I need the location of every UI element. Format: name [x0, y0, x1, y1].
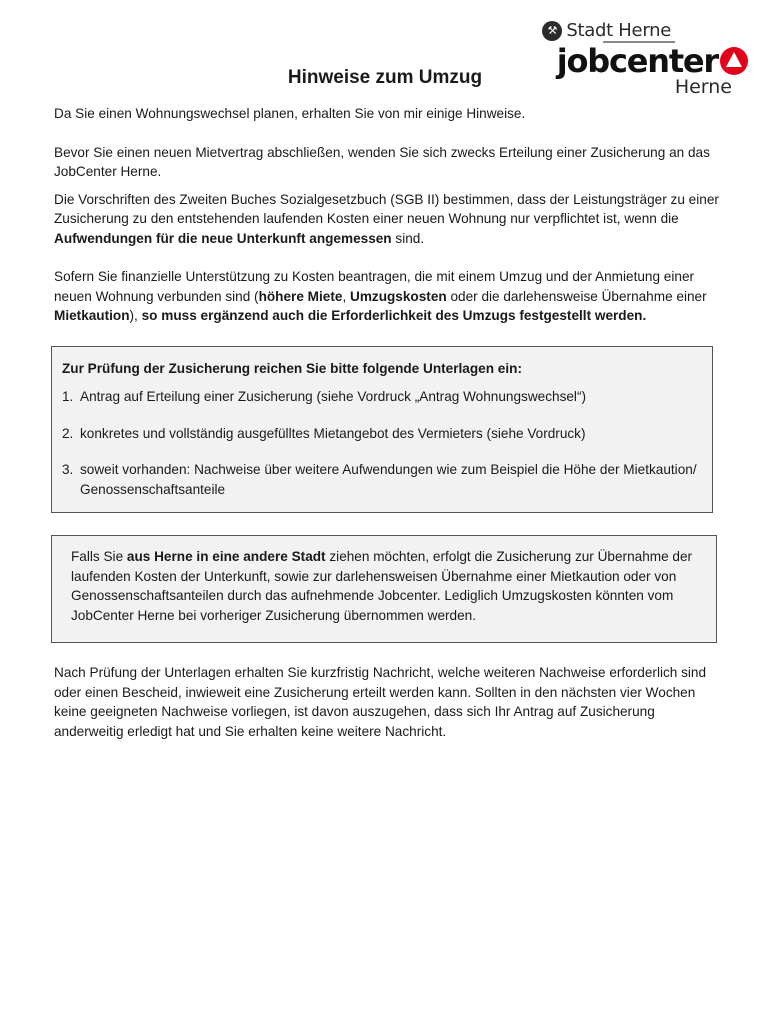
- contact-paragraph: Bevor Sie einen neuen Mietvertrag abschließen, wenden Sie sich zwecks Erteilung einer Zusicherung an das JobCenter Herne.: [54, 144, 710, 179]
- list-item-text: soweit vorhanden: Nachweise über weitere Aufwendungen wie zum Beispiel die Höhe der Mietkaution/ Genossenschaftsanteile: [80, 462, 697, 497]
- other-city-text-bold: aus Herne in eine andere Stadt: [126, 549, 326, 564]
- list-item: [62, 387, 712, 407]
- legal-text-a: Die Vorschriften des Zweiten Buches Sozialgesetzbuch (SGB II) bestimmen, dass der Leistungsträger zu einer Zusicherung zu den entstehenden laufenden Kosten einer neuen Wohnung nur verpflichtet ist, wenn die: [54, 191, 719, 226]
- support-text-g: ),: [129, 308, 142, 323]
- legal-paragraph: [54, 190, 719, 249]
- list-item-number: 3.: [62, 462, 74, 477]
- herne-label: Herne: [674, 76, 732, 98]
- support-paragraph: [54, 267, 719, 326]
- page-title: Hinweise zum Umzug: [287, 67, 483, 88]
- jobcenter-label: jobcenter: [556, 42, 718, 80]
- list-item-number: 1.: [62, 389, 74, 404]
- support-text-hoehere-miete: höhere Miete: [258, 288, 343, 304]
- other-city-text-c: ziehen möchten, erfolgt die Zusicherung zur Übernahme der laufenden Kosten der Unterkunft, sowie zur darlehensweisen Übernahme einer Mietkaution oder von Genossenschaftsanteilen durch das aufnehmende Jobcenter. Lediglich Umzugskosten könnten vom JobCenter Herne bei vorheriger Zusicherung übernommen werden.: [71, 549, 693, 623]
- list-item: [62, 460, 712, 499]
- document-body: [54, 104, 719, 741]
- required-documents-heading: Zur Prüfung der Zusicherung reichen Sie bitte folgende Unterlagen ein:: [62, 360, 522, 376]
- list-item-text: Antrag auf Erteilung einer Zusicherung (siehe Vordruck „Antrag Wohnungswechsel“): [80, 389, 587, 404]
- closing-paragraph: Nach Prüfung der Unterlagen erhalten Sie kurzfristig Nachricht, welche weiteren Nachweise erforderlich sind oder einen Bescheid, inwieweit eine Zusicherung erteilt werden kann. Sollten in den nächsten vier Wochen keine geeigneten Nachweise vorliegen, ist davon auszugehen, dass sich Ihr Antrag auf Zusicherung anderweitig erledigt hat und Sie erhalten keine weitere Nachricht.: [54, 665, 707, 739]
- relocation-other-city-box: [51, 535, 717, 643]
- support-text-a: Sofern Sie finanzielle Unterstützung zu Kosten beantragen, die mit einem Umzug und der Anmietung einer neuen Wohnung verbunden sind (: [54, 269, 695, 304]
- list-item-text: konkretes und vollständig ausgefülltes Mietangebot des Vermieters (siehe Vordruck): [80, 425, 586, 441]
- support-text-erforderlichkeit: so muss ergänzend auch die Erforderlichkeit des Umzugs festgestellt werden.: [141, 308, 647, 323]
- intro-paragraph: Da Sie einen Wohnungswechsel planen, erhalten Sie von mir einige Hinweise.: [54, 106, 526, 121]
- legal-text-bold: Aufwendungen für die neue Unterkunft angemessen: [54, 230, 392, 246]
- other-city-text-a: Falls Sie: [71, 549, 127, 564]
- city-emblem-icon: ⚒: [542, 21, 562, 41]
- list-item: [62, 424, 712, 444]
- required-documents-box: [51, 346, 713, 514]
- support-text-e: oder die darlehensweise Übernahme einer: [446, 288, 707, 304]
- stadt-herne-row: [542, 20, 671, 41]
- list-item-number: 2.: [62, 425, 74, 441]
- support-text-mietkaution: Mietkaution: [54, 308, 130, 323]
- support-text-c: ,: [342, 288, 350, 304]
- stadt-herne-label: Stadt Herne: [566, 20, 671, 41]
- support-text-umzugskosten: Umzugskosten: [350, 288, 447, 304]
- legal-text-c: sind.: [391, 230, 425, 246]
